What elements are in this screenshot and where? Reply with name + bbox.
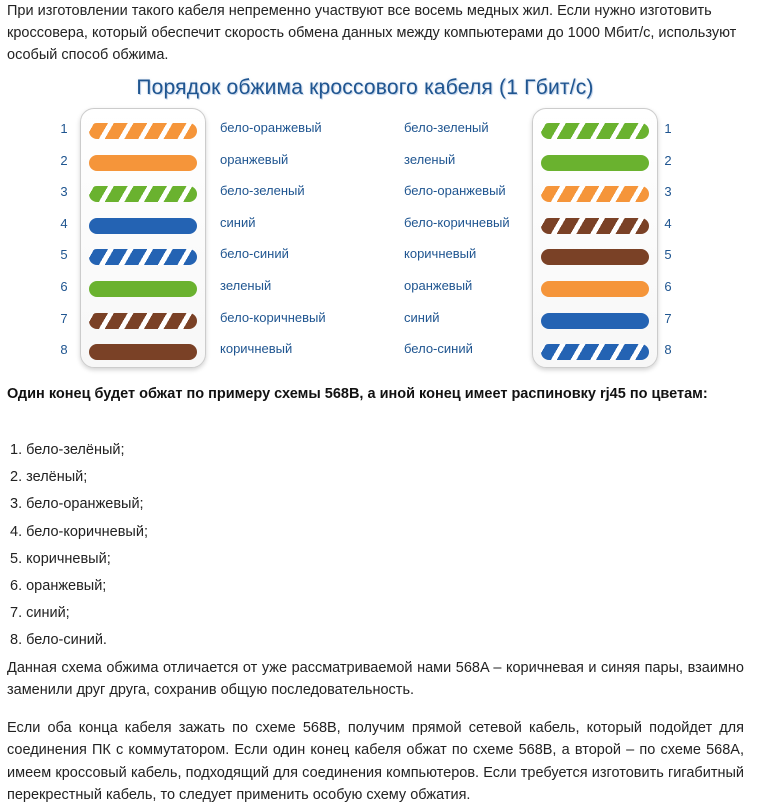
pin-number-right-1: 1 [664,121,672,136]
wire-label-left-4: синий [220,214,256,230]
wire-label-right-4: бело-коричневый [404,214,510,230]
list-item: 4. бело-коричневый; [10,523,148,540]
right-connector [532,108,658,368]
pin-number-left-8: 8 [60,342,68,358]
scheme-heading: Один конец будет обжат по примеру схемы 568B, а иной конец имеет распиновку rj45 по цветам: [7,386,708,402]
pin-number-right-7: 7 [664,310,672,326]
pin-number-left-3: 3 [60,184,68,200]
pin-number-left-4: 4 [60,215,68,231]
paragraph-568a-difference: Данная схема обжима отличается от уже рассматриваемой нами 568A – коричневая и синяя пары, взаимно заменили друг друга, сохранив общую последовательность. [7,660,744,699]
crossover-diagram [60,76,700,378]
wire-label-right-6: оранжевый [404,278,473,293]
pin-number-right-8: 8 [664,342,672,358]
wire-right-5 [541,249,649,265]
wire-right-7 [541,313,649,329]
pin-number-right-3: 3 [664,184,672,200]
wire-left-7 [89,313,197,329]
wire-label-left-5: бело-синий [220,246,289,262]
wire-label-right-2: зеленый [404,151,456,167]
pin-number-left-1: 1 [60,121,68,136]
list-item: 6. оранжевый; [10,578,107,594]
left-connector [80,108,206,368]
intro-paragraph: При изготовлении такого кабеля непременно участвуют все восемь медных жил. Если нужно изготовить кроссовера, который обеспечит скорость обмена данных между компьютерами до 1000 Мбит/с, используют особый способ обжима. [7,3,737,63]
wire-right-8 [541,344,649,360]
wire-label-right-5: коричневый [404,246,477,262]
wire-left-4 [89,218,197,234]
wire-left-2 [89,155,197,171]
wire-right-3 [541,186,649,202]
list-item: 5. коричневый; [10,550,111,567]
pin-number-right-5: 5 [664,247,672,263]
wire-right-1 [541,123,649,139]
list-item: 1. бело-зелёный; [10,442,125,458]
wire-right-2 [541,155,649,171]
wire-label-left-1: бело-оранжевый [220,120,322,135]
wire-label-right-7: синий [404,309,440,325]
wire-label-right-3: бело-оранжевый [404,183,506,199]
paragraph-straight-cross: Если оба конца кабеля зажать по схеме 568B, получим прямой сетевой кабель, который подойдет для соединения ПК с коммутатором. Если один конец кабеля обжат по схеме 568B, а второй – по схеме 568A, имеем кроссовый кабель, подходящий для соединения компьютеров. Если требуется изготовить гигабитный перекрестный кабель, то следует применить особую схему обжатия. [7,720,744,803]
pin-number-left-7: 7 [60,310,68,326]
list-item: 7. синий; [10,605,70,622]
wire-label-right-1: бело-зеленый [404,120,489,135]
diagram-title: Порядок обжима кроссового кабеля (1 Гбит/с) [136,76,594,99]
wire-left-5 [89,249,197,265]
wire-right-6 [541,281,649,297]
wire-right-4 [541,218,649,234]
pin-number-left-2: 2 [60,152,68,168]
wire-label-right-8: бело-синий [404,341,473,357]
list-item: 8. бело-синий. [10,632,107,649]
wire-label-left-8: коричневый [220,341,293,357]
pin-number-left-6: 6 [60,279,68,294]
wire-left-3 [89,186,197,202]
wire-label-left-3: бело-зеленый [220,183,305,199]
wire-left-6 [89,281,197,297]
wire-label-left-6: зеленый [220,278,272,293]
wire-left-1 [89,123,197,139]
pin-number-right-2: 2 [664,152,672,168]
pin-number-right-4: 4 [664,215,672,231]
wire-label-left-7: бело-коричневый [220,309,326,325]
wire-left-8 [89,344,197,360]
list-item: 2. зелёный; [10,469,88,486]
pin-number-left-5: 5 [60,247,68,263]
pin-number-right-6: 6 [664,279,672,294]
list-item: 3. бело-оранжевый; [10,496,144,513]
wire-label-left-2: оранжевый [220,151,289,167]
